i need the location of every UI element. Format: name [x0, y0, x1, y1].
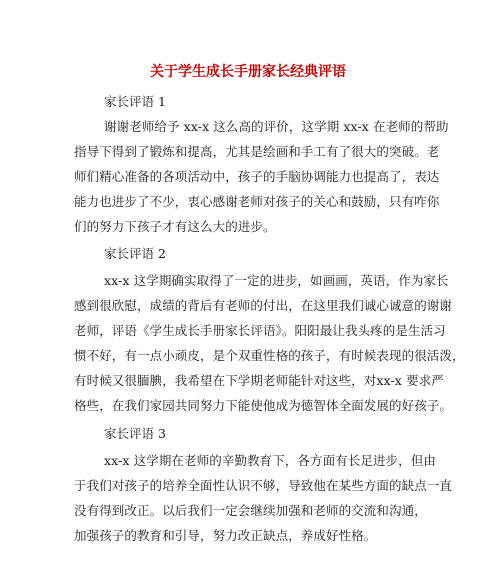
- section-heading-1: 家长评语 1: [104, 94, 166, 109]
- paragraph-line: 谢谢老师给予 xx-x 这么高的评价，这学期 xx-x 在老师的帮助: [104, 119, 449, 134]
- document-title: 关于学生成长手册家长经典评语: [150, 64, 346, 80]
- paragraph-line: 加强孩子的教育和引导，努力改正缺点，养成好性格。: [74, 528, 377, 543]
- paragraph-line: 能力也进步了不少，衷心感谢老师对孩子的关心和鼓励，只有咋你: [74, 194, 440, 209]
- paragraph-line: 感到很欣慰，成绩的背后有老师的付出，在这里我们诚心诚意的谢谢: [74, 298, 453, 313]
- paragraph-line: 于我们对孩子的培养全面性认识不够，导致他在某些方面的缺点一直: [74, 478, 453, 493]
- paragraph-line: 有时候又很腼腆，我希望在下学期老师能针对这些，对xx-x 要求严: [74, 373, 444, 388]
- paragraph-line: 老师，评语《学生成长手册家长评语》。阳阳最让我头疼的是生活习: [74, 323, 446, 338]
- paragraph-line: 惯不好，有一点小顽皮，是个双重性格的孩子，有时候表现的很活泼，: [74, 348, 465, 363]
- paragraph-line: 格些，在我们家园共同努力下能使他成为德智体全面发展的好孩子。: [74, 398, 453, 413]
- paragraph-line: 们的努力下孩子才有这么大的进步。: [74, 219, 276, 234]
- paragraph-line: xx-x 这学期确实取得了一定的进步，如画画，英语，作为家长: [104, 273, 449, 288]
- paragraph-line: 没有得到改正。以后我们一定会继续加强和老师的交流和沟通，: [74, 503, 427, 518]
- section-heading-2: 家长评语 2: [104, 246, 166, 261]
- paragraph-line: xx-x 这学期在老师的辛勤教育下，各方面有长足进步，但由: [104, 453, 437, 468]
- section-heading-3: 家长评语 3: [104, 426, 166, 441]
- paragraph-line: 师们精心准备的各项活动中，孩子的手脑协调能力也提高了，表达: [74, 169, 440, 184]
- paragraph-line: 指导下得到了锻炼和提高，尤其是绘画和手工有了很大的突破。老: [74, 144, 440, 159]
